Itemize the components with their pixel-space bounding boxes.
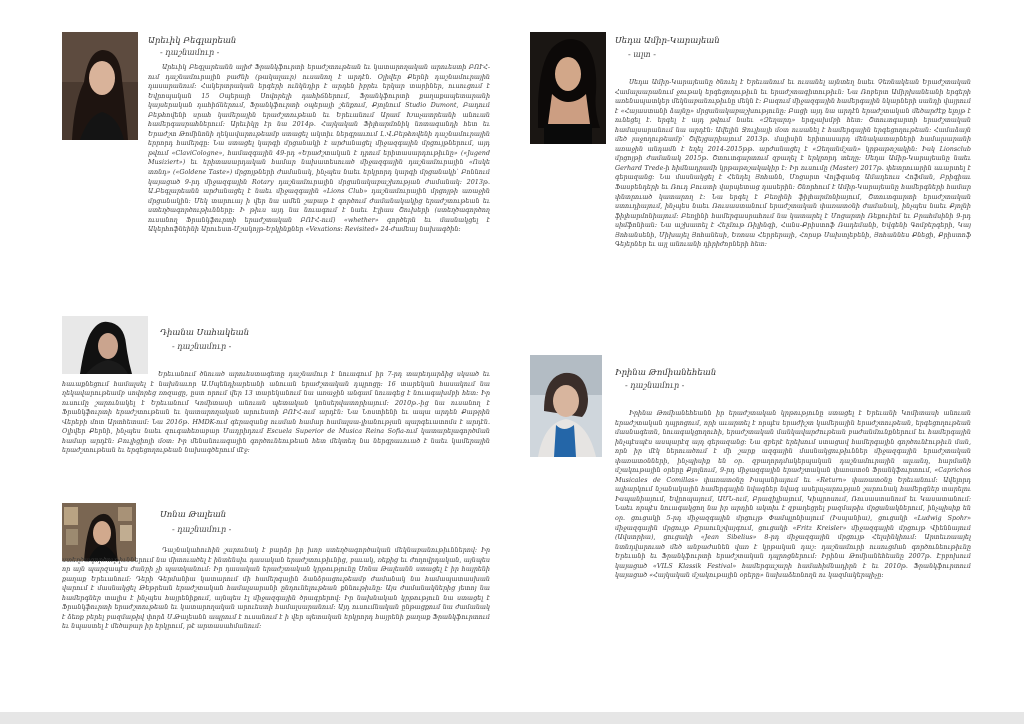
bio-text: Սեդա Ամիր-Կարայեանը ծնուել է Երեւանում եւ ուսանել այնտեղ նաեւ Չեռնակեան Երաժշտական Համալսարանում ջութակ երգեցողութիւն եւ երաժշտագիտութիւն: Նա Ռոբերտ Ամիրխանեանի երգերի առենապատկեր մեկնաբանութիւնը մեկն է: Բազում միջազգային համերգային նկարների սանդի վայրում է «Հայաստանի ձայնը» մրցանակաբաշխությունը: Բացի այդ նա արդէն երաժշտական մեծարժէք ելոյթ է ունեցել է. երգել է այդ թվում նաեւ «Զեղարդ» երգչախմբի հետ: Շտուտգարտի երաժշտական համալսարանում նա արդէն: Ավելին Ջուլիայի մօտ ուսանել է համերգային երգեցողութեան: Համաձայն մեծ յաջողութեամբ՝ Շվեյցարիայում 2013թ. մայիսին երիտասարդ մենակատարների համալսարանի առաջին անդամն է եղել 2014-2015թթ. արժանացել է «Զեղանմշան» կրթաթոշակին: Իսկ Lionsclub մրցոյթի ժամանակ 2015թ. Շտուտգարտում զբաղել է երկրորդ տեղը: Սեդա Ամիր-Կարայեանը նաեւ Gerhard Trede-ի հիմնադրամի կրթաթոշակակիր է: Իր ուսումը (Master) 2017թ. փետրուարին աւարտել է գերազանց: Նա մասնակցել է Հենդել Յոհանն, Մոցարտ Վոլֆգանգ Ամադեուս Հոֆման, Բրիգիաւ Ֆասբենդերի եւ Ռուդ Բուստի վարպետաց դասերին: Շնորհում է Ամիր-Կարայեանը համերգների համար փնտրուած կատարող է: Նա երգել է Բեռլինի ֆիլհարմոնիայում, Շտուտգարտի երաժշտական ստուդիայում, ինչպես նաեւ Ռուսաստանում երաժշտական փառատօնի ժամանակ, ինչպես նաեւ Քյոլնի ֆիլհարմոնիայում: Բեռլինի համերգասրահում նա կատարել է Մոցարտի Ռեքուիեմ եւ Բրահմսինի 9-րդ սիմֆոնիան: Նա աշխատել է Հելմութ Ռիլինգի, Հանս-Քրիստոֆ Ռադեմանի, Եվգենի Գոմբերգերի, Կայ Յոհանսենի, Միխայել Յոհանեսի, Եռոսա Հերրերայի, Հորսթ Սախտլեբենի, Յոհաննես Քնեցի, Քրիստոֆ Գեյերներ եւ այլ անուանի դիրիժորների հետ: bbox=[615, 78, 971, 249]
bio-name: Սեդա Ամիր-Կարայեան bbox=[615, 36, 720, 46]
bio-role: - դաշնամուր - bbox=[625, 381, 685, 390]
bio-text: Արեւիկ Բեգլարեանն ալիժ Ֆրանկֆուրտի երաժշտութեան եւ կատարողական արուեստի ԲՈՒՀ-ում դաշնամուրային բաժնի (թակալաւր) ուսանող է արդէն. Օլիվեր Քերնի դաշնամուրային դասարանում: Հակերտրական երգերի ունկնդիր է արդեն իբրեւ երկար տարիներ, ուսուցում է Եվրոպական 15 Օպերայի Սովորելի դահիճներում, Ֆրանկֆուրտի քաղաքապետարանի կայսերական դահիճներում, Ֆրանկֆուրտի օպերայի շենքում, Քյոլնում Studio Dumont, Բադում Բեթհովենի սրահ կամերային երաժշտութեան եւ Երեւանում Արամ Խաչատրեանի անուան համերգասրահներում: Արեւիկը էր նա 2014թ. Հայկական Ֆիլհարմոնիկ նոտագանդի հետ եւ Երաժշտ Թոմինոնի ղեկավարութեամբ ստացել ակտիւ ներգրաւում Լ.Վ.Բեթհովենի դաշնամուրային երրորդ համերգը: Նա ստացել կարգի մրցանակի է արժանացել միջազգային մրցույթներում, այդ թվում «ClaviCologne», համազգային 49-րդ «Երաժշտական է դրում երիտասարդութիւնը» («Jugend Musiziert») եւ երիտասարդական համար նախատեսուած միջազգային դաշնամուրային «Ոսկե տոնդ» («Goldene Taste») մրցոյթների ժամանակ, ինչպես նաեւ երկրորդ կարգի մրցանակի՝ Բոննում կայացած 9-րդ միջազգային Rotary դաշնամուրային մրցանակաբաշխության ժամանակ: 2013թ. Ա.Բեգլարեանն արժանացել է նաեւ միջազգային «Lions Club» դաշնամուրային մրցոյթի առաջին մրցանակին: Մեկ տարուայ ի վեր նա ամեն շաբաթ է գործում ժամանակակից երաժշտութեան եւ ստեղծագործութիւնները: Ի թիւս այդ նա նուագում է նաեւ Էլիաս Շուխերի (ստեղծագործող ուսանող Ֆրանկֆուրտի երաժշտական ԲՈՒՀ-ում) «whether» գործերն եւ մասնակցել է Ակերհոֆնեինի Արուեստ-Մշակոյթ-Երկինքներ «Vexations: Revisited» 24-ժամեայ նախագծին: bbox=[148, 63, 490, 234]
bio-text: Դաշնակահուհին շարունակ է բարձր իր խոր ստեղծագործական մեկնաբանութիւններով: Իր ստեղծագործութիւններում նա միտուածել է ինտենսիւ դասական երաժշտութիւնից, բաւակ, ռեքից եւ ժողովրդական, այնպես որ այն պարզապէս ժանրի չի պատկանում: Իր դասական երաժշտական կրթությունը Սոնա Թալեանն ստացել է իր հայրենի քաղաք Երեւանում: Դերի Գերմանիա կատարում մի համերգային ձանձրացութեամբ ժամանակ նա համապատասխան վարում է մասնակցել Թեթրեան երաժշտական համալսարանի ընդունելութեան քննութիւնը: Այս ժամանակներից յետոյ նա համերգներ տալիս է ինչպես հայրենիքում, այնպես էլ միջազգային ծրագրերով: Իր նախնական կրթություն նա ստացել է Ֆրանկֆուրտի երաժշտութեան եւ կատարողական արուեստի համալսարանում: Այդ ուսումնական ընթացքում նա ժամանակ է ձեռք բերել բազմաթիվ փորձ Ս.Թալեանն ապրում է ուսանում է ի վեր պետական երկրորդ հայրենի քաղաք Ֆրանկֆուրտում եւ նպաստել է մեծաբար իր երկրում, թէ արտասահմանում: bbox=[62, 546, 490, 631]
portrait-photo-2 bbox=[62, 316, 148, 374]
bio-name: Արեւիկ Բեգլարեան bbox=[148, 36, 237, 46]
bio-role: - դաշնամուր - bbox=[172, 342, 232, 351]
bio-name: Սոնա Թալեան bbox=[160, 510, 227, 520]
bio-role: - դաշնամուր - bbox=[172, 525, 232, 534]
portrait-4-icon bbox=[530, 32, 606, 144]
portrait-1-icon bbox=[62, 32, 138, 140]
portrait-photo-5 bbox=[530, 355, 602, 457]
bio-name: Դիանա Սահակեան bbox=[160, 328, 250, 338]
bio-text: Իրինա Թոմիանեհեանն իր երաժշտական կրթությունը ստացել է Երեւանի Կոմիտասի անուան երաժշտական դպրոցում, որի աւարտել է որպէս երաժիշտ կամերային երաժշտութեան, երգեցողութեան մասնագետն, նուագակցողուհի, երաժշտական մանկավարժութեան բաժանմունքներում եւ համերգային ինչպէսպէս ասպարէզ այդ գերազանց: Նա զբերէ երեխում ստացավ համերգային գործունէութիւն ման, որն իր մէկ ներուածում է մի շարք ազգային մասնակցութիւններ միջազգային երաժշտական փառատօնների, ինչպիսիք են օր. զբաղորդմակերպական դաշնամուրային ալւանդ, հարմանի մշակութային օրերը Քյոլնում, 9-րդ միջազգային երաժշտական փառատօն Ֆրանկֆուրտում, «Caprichos Musicales de Comillas» փառատօնը Իսպանիայում եւ «Return» փառատօնը Երեւանում: Ավելորդ ալիարկում նշանակային համերգային նվագներ նվագ ասելաչարության շարունակ համերգներ տարելու Իսպանիայում, Եվրոպայում, ԱՄՆ-ում, Բրազիլիայում, Կիպրոսում, Ռուսաստանում եւ Կասատանում: Նաեւ որպէս նուագակցող նա իր արդին ակտիւ է զբաղեցրել բազմաթիւ մրցանակներում, ինչպիսիք են օր. ցուցակի 5-րդ միջազգային մրցույթ Փամպլոնիայում (Իսպանիա), ցուցակի «Ludwig Spohr» միջազգային մրցույթ Բրաունշվայգում, ցուցակի «Fritz Kreisler» միջազգային մրցույթ Վիեննայում (Ավստրիա), ցուցակի «Jean Sibelius» 8-րդ միջազգային մրցույթ Հելսինկիում: Արտեւռաայել նտնդվարուած մեծ անբաժանեն վառ է կրթական դաշ: դաշնամուրի ուսուցման գործունեութիւնը Երեւանի եւ Ֆրանկֆուրտի երաժշտական դպրոցներում: Իրինա Թոմիանեհեանը 2007թ. Էրբոխում կայացած «VILS Klassik Festival» համերգաշարի համահիմնադիրն է եւ 2010թ. Ֆրանկֆուրտում կայացած «Հայկական մշակութային օրերը» նախաձեռնողն ու կազմակերպիչը: bbox=[615, 409, 971, 580]
bio-name: Իրինա Թոմիանեհեան bbox=[615, 368, 717, 378]
bio-text: Երեւանում ծնուած արուեստագետը դաշնամուր է նուագում իր 7-րդ տարեդարձից սկսած եւ հաւաքնեցում համալսել է նախնաւոր Ա.Սպենդիարեանի անուան երաժշտական դպրոցը: 16 տարեկան հասակում նա ղեկավարութեամբ սովորեց ռոզացը, ըստ որում վեր 13 տարեկանում նա առաջին անգամ նուագեց է նուագախմբի հետ: Իր ուսումը շարունակել է Երեւանում Կոմիտասի անուան պետական կոնսերվատորիայում: 2010թ.-ից նա ուսանող է Ֆրանկֆուրտի երաժշտութեան եւ կատարողական արուեստի ԲՈՒՀ-ում արդէն: Նա Նոստիենի եւ ապա արդեն Քաթրին Վերեբի մոտ Արտհետամ: Նա 2016թ. HMDK-ում գերազանց ուսման համար համալսա-լիանության պարգեւատոմս է արդէն. Օլիվեր Քերնի, ինչպես նաեւ զուգահեռաբար Մադրիդում Escuela Superior de Musica Reina Sofia-ում կատարելագործման համար արդէն: Բուլիցիոյի մօտ: Իր մենանուագային գործունեութեան հետ մեկտեղ նա ներգրաւուած է նաեւ կամերային երաժշտութեան եւ երգեցողութեան նախագծերում մէջ: bbox=[62, 370, 490, 455]
portrait-2-icon bbox=[62, 316, 148, 374]
portrait-photo-4 bbox=[530, 32, 606, 144]
portrait-5-icon bbox=[530, 355, 602, 457]
page-bottom-edge bbox=[0, 712, 1024, 724]
bio-role: - դաշնամուր - bbox=[160, 48, 220, 57]
bio-role: - ալտ - bbox=[628, 50, 656, 59]
portrait-photo-1 bbox=[62, 32, 138, 140]
